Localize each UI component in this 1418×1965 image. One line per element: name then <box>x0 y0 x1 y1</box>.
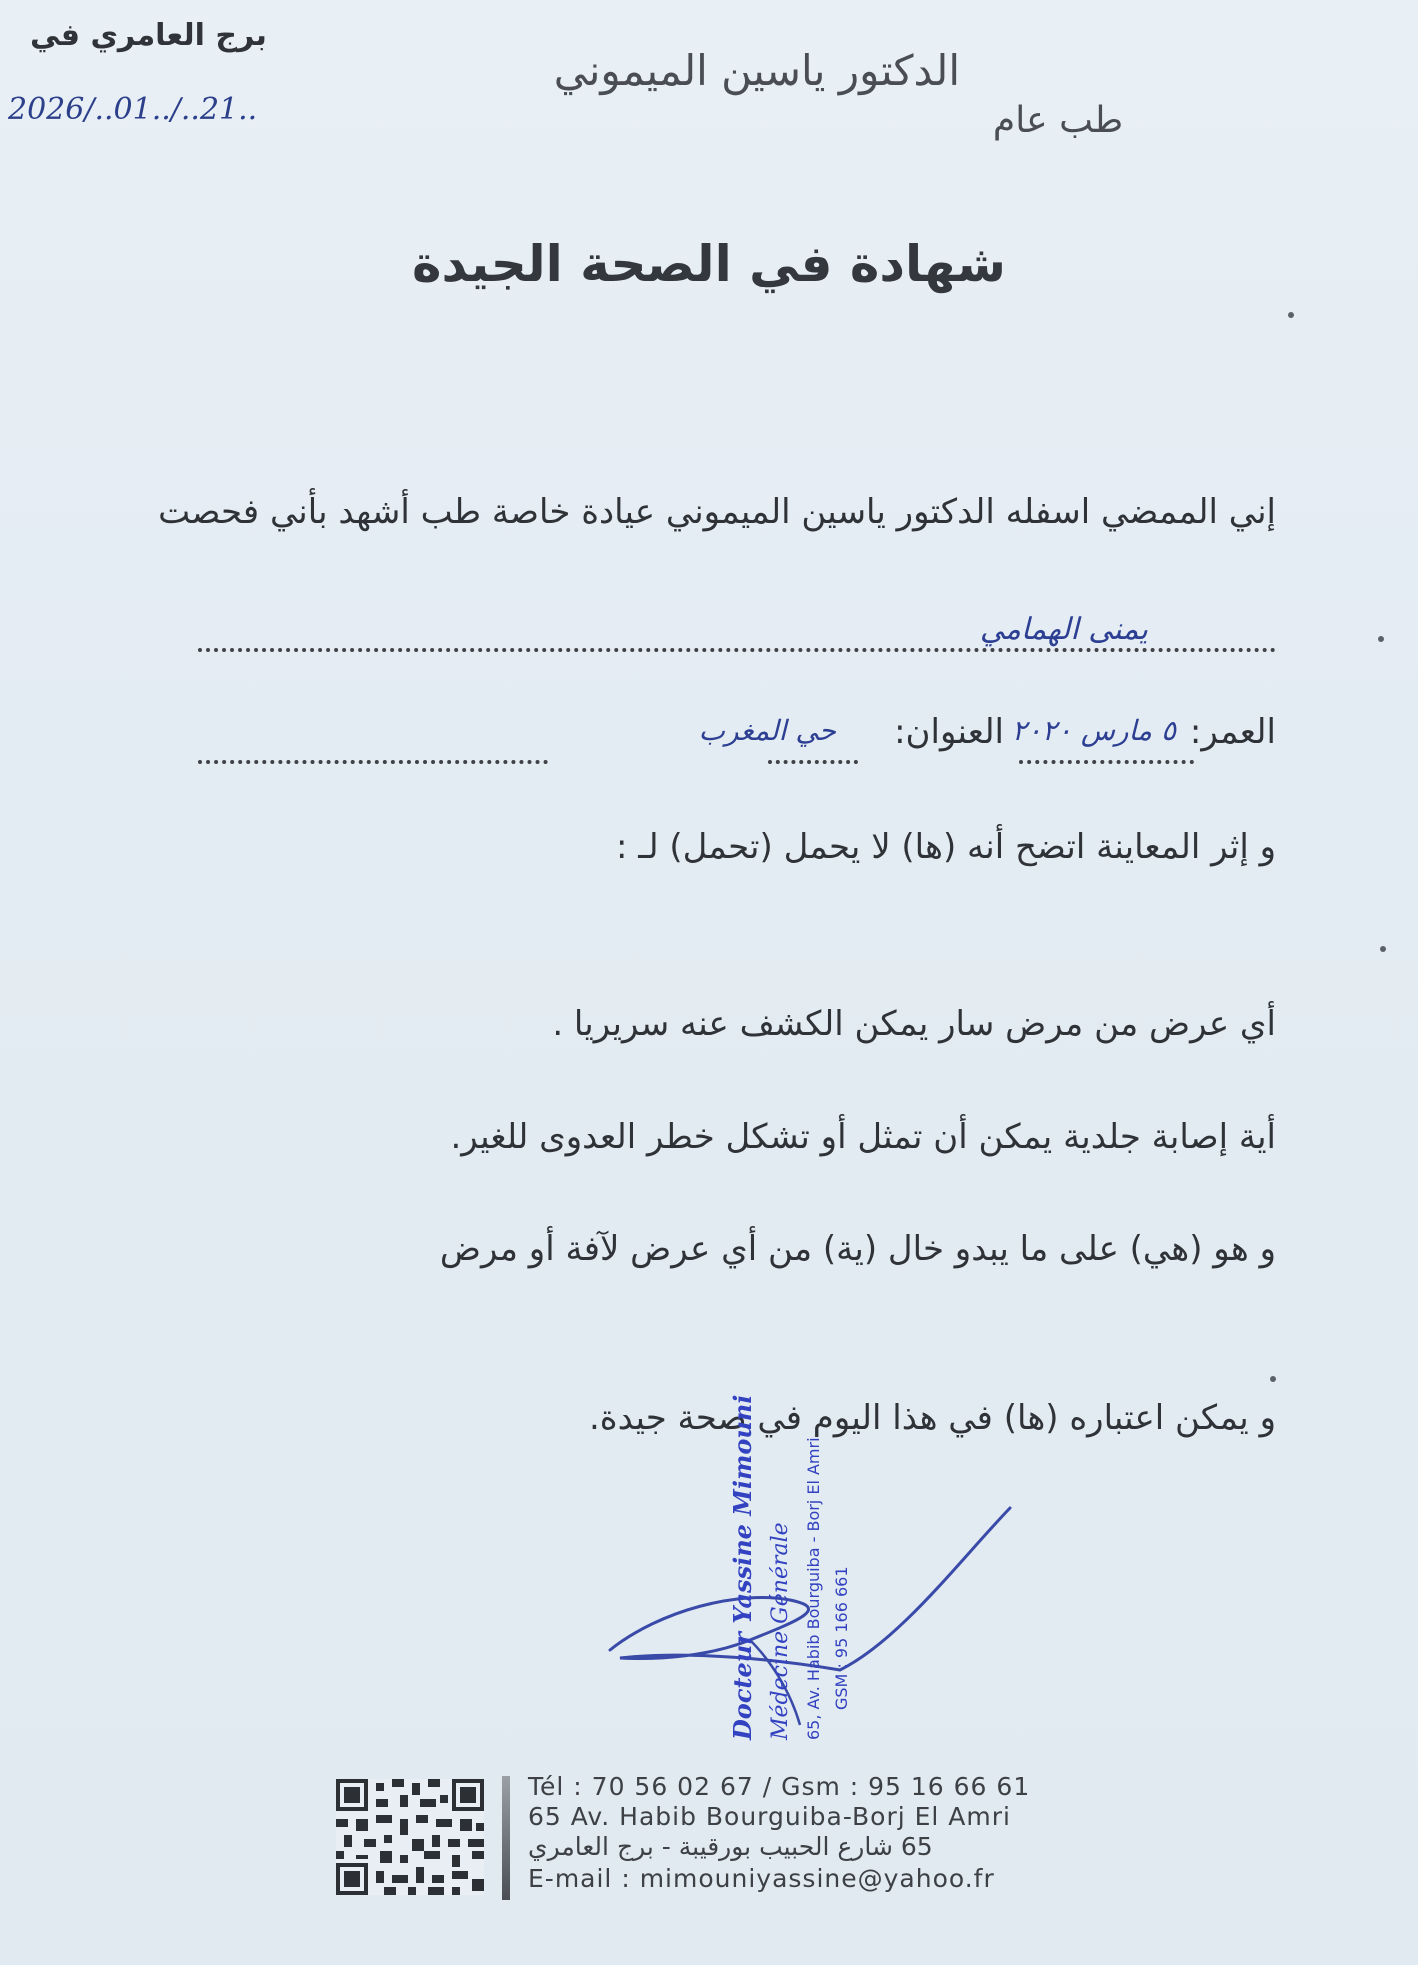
clause-skin-lesion: أية إصابة جلدية يمكن أن تمثل أو تشكل خطر العدوى للغير. <box>450 1117 1276 1157</box>
paper-speck <box>1380 946 1386 952</box>
stamp-gsm: GSM : 95 166 661 <box>832 1566 851 1710</box>
attestation-line: إني الممضي اسفله الدكتور ياسين الميموني عيادة خاصة طب أشهد بأني فحصت <box>158 492 1276 532</box>
address-label: العنوان: <box>894 712 1004 752</box>
age-label: العمر: <box>1189 712 1276 752</box>
conclusion-line: و يمكن اعتباره (ها) في هذا اليوم في صحة جيدة. <box>588 1398 1276 1438</box>
footer-phone: Tél : 70 56 02 67 / Gsm : 95 16 66 61 <box>528 1772 1031 1801</box>
certificate-title: شهادة في الصحة الجيدة <box>412 235 1006 293</box>
issue-date: 2026/..01../..21.. <box>8 92 258 127</box>
patient-name-dotted-line <box>198 648 1276 652</box>
footer-email: E-mail : mimouniyassine@yahoo.fr <box>528 1864 995 1893</box>
address-value: حي المغرب <box>698 714 836 747</box>
paper-speck <box>1270 1376 1276 1382</box>
footer-divider <box>502 1776 510 1900</box>
stamp-doctor-name: Docteur Yassine Mimouni <box>728 1394 757 1740</box>
age-address-row <box>198 712 1276 772</box>
doctor-specialty: طب عام <box>992 100 1124 141</box>
contact-footer <box>336 1770 1056 1910</box>
qr-code-icon <box>336 1778 484 1896</box>
clause-free-of-disease: و هو (هي) على ما يبدو خال (ية) من أي عرض لآفة أو مرض <box>439 1229 1276 1269</box>
paper-speck <box>1288 312 1294 318</box>
age-value: ٥ مارس ٢٠٢٠ <box>1011 714 1176 747</box>
paper-speck <box>1378 636 1384 642</box>
stamp-specialty: Médecine Générale <box>768 1522 793 1740</box>
footer-address-ar: 65 شارع الحبيب بورقيبة - برج العامري <box>528 1832 933 1861</box>
clause-contagious-disease: أي عرض من مرض سار يمكن الكشف عنه سريريا . <box>552 1004 1276 1044</box>
age-dotted-line <box>1019 760 1194 764</box>
doctor-name: الدكتور ياسين الميموني <box>553 46 960 95</box>
patient-name: يمنى الهمامي <box>979 612 1148 647</box>
footer-address-fr: 65 Av. Habib Bourguiba-Borj El Amri <box>528 1802 1011 1831</box>
address-dotted-line <box>768 760 858 764</box>
doctor-stamp <box>728 1394 878 1750</box>
address-dotted-line-end <box>198 760 548 764</box>
examination-line: و إثر المعاينة اتضح أنه (ها) لا يحمل (تحمل) لـ : <box>616 827 1276 867</box>
issue-place: برج العامري في <box>30 18 267 53</box>
stamp-address: 65, Av. Habib Bourguiba - Borj El Amri <box>804 1437 823 1740</box>
